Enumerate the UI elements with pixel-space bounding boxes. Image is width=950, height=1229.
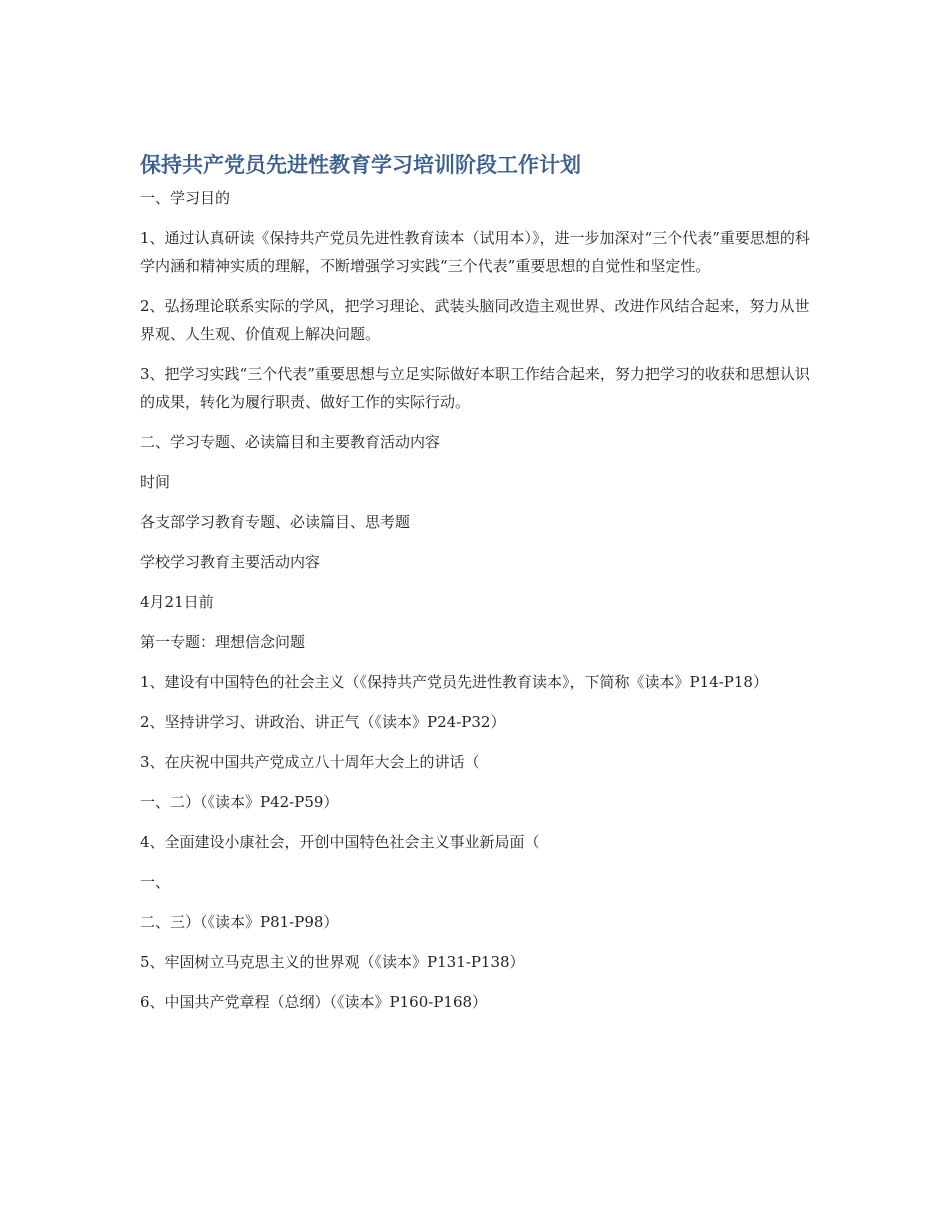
reading-item: 5、牢固树立马克思主义的世界观（《读本》P131-P138） (140, 953, 525, 971)
reading-item: 二、三）（《读本》P81-P98） (140, 913, 339, 931)
paragraph: 第一专题：理想信念问题 (140, 633, 306, 651)
paragraph: 时间 (140, 473, 171, 491)
paragraph: 学校学习教育主要活动内容 (140, 553, 321, 571)
paragraph: 1、通过认真研读《保持共产党员先进性教育读本（试用本）》，进一步加深对“三个代表”重要思想的科学内涵和精神实质的理解，不断增强学习实践“三个代表”重要思想的自觉性和坚定性。 (140, 229, 810, 275)
reading-item: 2、坚持讲学习、讲政治、讲正气（《读本》P24-P32） (140, 713, 506, 731)
paragraph: 3、把学习实践“三个代表”重要思想与立足实际做好本职工作结合起来，努力把学习的收获和思想认识的成果，转化为履行职责、做好工作的实际行动。 (140, 365, 810, 411)
paragraph: 各支部学习教育专题、必读篇目、思考题 (140, 513, 411, 531)
paragraph: 4月21日前 (140, 593, 214, 611)
reading-item: 6、中国共产党章程（总纲）（《读本》P160-P168） (140, 993, 488, 1011)
reading-item: 4、全面建设小康社会，开创中国特色社会主义事业新局面（ (140, 833, 540, 851)
section-heading-topics: 二、学习专题、必读篇目和主要教育活动内容 (140, 433, 441, 451)
paragraph: 2、弘扬理论联系实际的学风，把学习理论、武装头脑同改造主观世界、改进作风结合起来，努力从世界观、人生观、价值观上解决问题。 (140, 297, 810, 343)
reading-item: 一、二）（《读本》P42-P59） (140, 793, 339, 811)
reading-item: 一、 (140, 873, 171, 891)
reading-item: 1、建设有中国特色的社会主义（《保持共产党员先进性教育读本》，下简称《读本》P14-P18） (140, 673, 768, 691)
reading-item: 3、在庆祝中国共产党成立八十周年大会上的讲话（ (140, 753, 480, 771)
section-heading-purpose: 一、学习目的 (140, 189, 231, 207)
document-page (140, 150, 810, 1028)
document-title: 保持共产党员先进性教育学习培训阶段工作计划 (140, 153, 581, 177)
